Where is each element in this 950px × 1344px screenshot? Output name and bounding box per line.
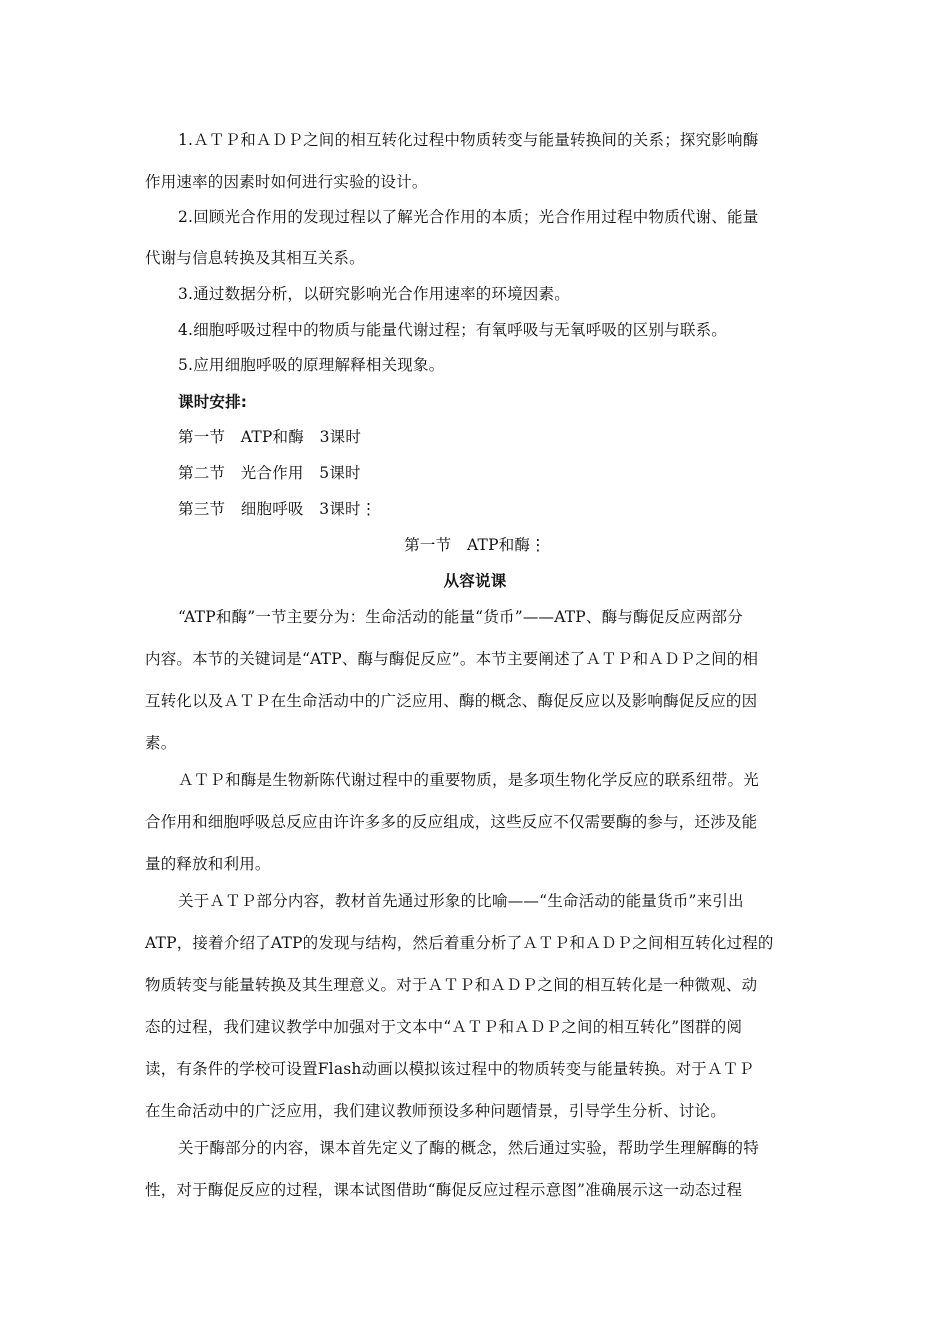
paragraph-1-line-2: 内容。本节的关键词是“ATP、酶与酶促反应”。本节主要阐述了ＡＴＰ和ＡＤＰ之间的相: [145, 650, 759, 668]
objective-1-line-1: 1.ＡＴＰ和ＡＤＰ之间的相互转化过程中物质转变与能量转换间的关系；探究影响酶: [178, 131, 759, 149]
paragraph-2-line-1: ＡＴＰ和酶是生物新陈代谢过程中的重要物质，是多项生物化学反应的联系纽带。光: [178, 771, 759, 789]
paragraph-4-line-1: 关于酶部分的内容，课本首先定义了酶的概念，然后通过实验，帮助学生理解酶的特: [178, 1139, 759, 1157]
schedule-item-3: 第三节 细胞呼吸 3课时⋮: [178, 500, 377, 518]
schedule-heading: 课时安排:: [178, 393, 248, 411]
paragraph-2-line-2: 合作用和细胞呼吸总反应由许许多多的反应组成，这些反应不仅需要酶的参与，还涉及能: [145, 813, 758, 831]
section-subtitle: 从容说课: [443, 572, 507, 590]
paragraph-4-line-2: 性，对于酶促反应的过程，课本试图借助“酶促反应过程示意图”准确展示这一动态过程: [145, 1181, 743, 1199]
paragraph-1-line-3: 互转化以及ＡＴＰ在生命活动中的广泛应用、酶的概念、酶促反应以及影响酶促反应的因: [145, 692, 758, 710]
section-title: 第一节 ATP和酶⋮: [404, 536, 546, 554]
objective-4: 4.细胞呼吸过程中的物质与能量代谢过程；有氧呼吸与无氧呼吸的区别与联系。: [178, 321, 727, 339]
objective-2-line-1: 2.回顾光合作用的发现过程以了解光合作用的本质；光合作用过程中物质代谢、能量: [178, 208, 759, 226]
paragraph-3-line-2: ATP，接着介绍了ATP的发现与结构，然后着重分析了ＡＴＰ和ＡＤＰ之间相互转化过程的: [145, 934, 774, 952]
schedule-item-2: 第二节 光合作用 5课时: [178, 464, 361, 482]
paragraph-2-line-3: 量的释放和利用。: [145, 855, 271, 873]
objective-5: 5.应用细胞呼吸的原理解释相关现象。: [178, 356, 445, 374]
paragraph-3-line-5: 读，有条件的学校可设置Flash动画以模拟该过程中的物质转变与能量转换。对于ＡＴＰ: [145, 1060, 755, 1078]
paragraph-3-line-3: 物质转变与能量转换及其生理意义。对于ＡＴＰ和ＡＤＰ之间的相互转化是一种微观、动: [145, 976, 758, 994]
objective-2-line-2: 代谢与信息转换及其相互关系。: [145, 249, 365, 267]
objective-1-line-2: 作用速率的因素时如何进行实验的设计。: [145, 173, 428, 191]
paragraph-3-line-6: 在生命活动中的广泛应用，我们建议教师预设多种问题情景，引导学生分析、讨论。: [145, 1102, 726, 1120]
paragraph-1-line-4: 素。: [145, 734, 177, 752]
paragraph-3-line-4: 态的过程，我们建议教学中加强对于文本中“ＡＴＰ和ＡＤＰ之间的相互转化”图群的阅: [145, 1018, 743, 1036]
objective-3: 3.通过数据分析，以研究影响光合作用速率的环境因素。: [178, 285, 570, 303]
paragraph-3-line-1: 关于ＡＴＰ部分内容，教材首先通过形象的比喻——“生命活动的能量货币”来引出: [178, 892, 744, 910]
paragraph-1-line-1: “ATP和酶”一节主要分为：生命活动的能量“货币”——ATP、酶与酶促反应两部分: [178, 608, 743, 626]
schedule-item-1: 第一节 ATP和酶 3课时: [178, 428, 362, 446]
